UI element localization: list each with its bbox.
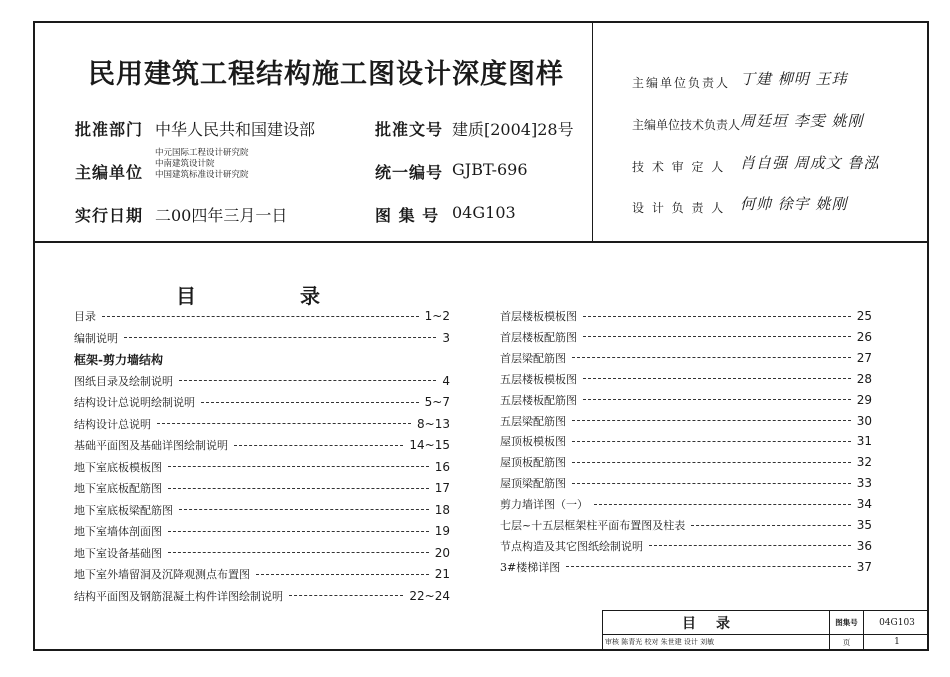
toc-entry-page: 35 xyxy=(856,518,872,532)
toc-entry-title: 结构设计总说明 xyxy=(74,417,151,431)
toc-leader-line xyxy=(124,337,436,338)
toc-entry xyxy=(74,414,450,434)
toc-entry xyxy=(500,473,872,493)
approval-dept-label: 批准部门 xyxy=(75,120,144,139)
resp-label-3: 技 术 审 定 人 xyxy=(632,160,726,174)
toc-entry-title: 屋顶板模板图 xyxy=(500,435,566,449)
editor-unit-1: 中元国际工程设计研究院 xyxy=(155,148,249,158)
toc-entry-page: 21 xyxy=(434,567,450,581)
toc-entry xyxy=(74,564,450,584)
toc-entry xyxy=(500,327,872,347)
atlas-no-label: 图 集 号 xyxy=(375,206,440,225)
toc-leader-line xyxy=(572,483,851,484)
toc-leader-line xyxy=(583,316,851,317)
unified-no-label: 统一编号 xyxy=(375,163,444,182)
toc-entry xyxy=(74,392,450,412)
toc-entry xyxy=(500,431,872,451)
signature-row-2: 周廷垣 李雯 姚刚 xyxy=(740,112,864,130)
approval-dept: 中华人民共和国建设部 xyxy=(155,120,316,139)
toc-entry xyxy=(500,348,872,368)
title-block-page-label: 页 xyxy=(829,635,863,649)
toc-entry-page: 34 xyxy=(856,497,872,512)
title-block-atlas-value: 04G103 xyxy=(863,611,930,634)
toc-leader-line xyxy=(157,423,411,424)
signature-row-4: 何帅 徐宇 姚刚 xyxy=(740,195,848,213)
toc-title-right: 录 xyxy=(300,284,320,308)
toc-leader-line xyxy=(102,316,419,317)
toc-leader-line xyxy=(566,566,851,567)
toc-entry xyxy=(74,349,450,369)
approval-doc: 建质[2004]28号 xyxy=(452,120,574,139)
toc-leader-line xyxy=(583,399,851,400)
toc-entry-title: 目录 xyxy=(74,310,96,323)
toc-entry-page: 16 xyxy=(434,459,450,474)
toc-entry xyxy=(74,586,450,606)
toc-entry-title: 框架-剪力墙结构 xyxy=(74,352,163,367)
toc-entry xyxy=(74,478,450,498)
toc-entry-page: 1~2 xyxy=(424,309,450,323)
toc-entry-title: 屋顶板配筋图 xyxy=(500,456,566,470)
toc-leader-line xyxy=(572,441,851,442)
toc-entry xyxy=(500,369,872,389)
toc-entry-title: 地下室底板配筋图 xyxy=(74,482,162,495)
toc-entry xyxy=(500,390,872,410)
toc-entry xyxy=(500,306,872,326)
toc-entry xyxy=(74,457,450,477)
toc-entry xyxy=(500,411,872,431)
toc-title-left: 目 xyxy=(176,284,196,308)
signature-row-3: 肖自强 周成文 鲁泓 xyxy=(740,154,880,172)
toc-entry-page: 19 xyxy=(434,524,450,538)
toc-entry-title: 七层~十五层框架柱平面布置图及柱表 xyxy=(500,519,686,532)
toc-entry-page: 5~7 xyxy=(424,395,450,409)
toc-entry xyxy=(74,521,450,541)
toc-entry-title: 首层梁配筋图 xyxy=(500,351,566,365)
toc-leader-line xyxy=(234,445,403,446)
toc-leader-line xyxy=(179,380,436,381)
editor-unit-3: 中国建筑标准设计研究院 xyxy=(155,170,249,180)
toc-leader-line xyxy=(289,595,403,596)
toc-entry xyxy=(74,435,450,455)
toc-leader-line xyxy=(168,552,429,553)
toc-entry-title: 屋顶梁配筋图 xyxy=(500,477,566,491)
unified-no: GJBT-696 xyxy=(452,160,528,179)
toc-entry-title: 图纸目录及绘制说明 xyxy=(74,374,173,388)
toc-entry-page: 3 xyxy=(442,330,450,345)
toc-entry xyxy=(500,494,872,514)
toc-entry-title: 编制说明 xyxy=(74,331,118,345)
header-vertical-divider xyxy=(592,21,593,242)
signature-row-1: 丁建 柳明 王玮 xyxy=(740,70,848,88)
title-block xyxy=(602,610,929,650)
toc-entry-page: 18 xyxy=(434,502,450,517)
toc-leader-line xyxy=(201,402,419,403)
toc-leader-line xyxy=(583,336,851,337)
toc-entry-page: 17 xyxy=(434,481,450,495)
toc-leader-line xyxy=(594,504,851,505)
toc-entry xyxy=(500,536,872,556)
editor-unit-label: 主编单位 xyxy=(75,163,144,182)
toc-entry xyxy=(74,328,450,348)
toc-leader-line xyxy=(572,357,851,358)
title-block-review-row xyxy=(603,635,929,649)
toc-entry-title: 地下室墙体剖面图 xyxy=(74,525,162,538)
toc-entry-title: 剪力墙详图（一） xyxy=(500,498,588,512)
toc-entry-title: 首层楼板配筋图 xyxy=(500,330,577,344)
toc-entry-page: 28 xyxy=(856,371,872,386)
title-block-atlas-label: 图集号 xyxy=(829,611,863,634)
title-block-page-value: 1 xyxy=(863,635,930,649)
effective-date-label: 实行日期 xyxy=(75,206,144,225)
toc-leader-line xyxy=(168,488,429,489)
toc-entry xyxy=(500,515,872,535)
toc-entry-title: 结构平面图及钢筋混凝土构件详图绘制说明 xyxy=(74,589,283,603)
toc-entry-title: 基础平面图及基础详图绘制说明 xyxy=(74,439,228,452)
atlas-no: 04G103 xyxy=(452,203,516,222)
toc-entry xyxy=(74,500,450,520)
title-block-name: 目录 xyxy=(682,616,750,632)
toc-entry-page: 4 xyxy=(442,373,450,388)
toc-leader-line xyxy=(256,574,429,575)
resp-label-4: 设 计 负 责 人 xyxy=(632,201,726,215)
toc-entry-title: 地下室外墙留洞及沉降观测点布置图 xyxy=(74,568,250,581)
toc-entry-page: 36 xyxy=(856,538,872,553)
resp-label-2: 主编单位技术负责人 xyxy=(632,118,741,132)
toc-entry-title: 节点构造及其它图纸绘制说明 xyxy=(500,539,643,553)
toc-leader-line xyxy=(168,531,429,532)
toc-entry-page: 20 xyxy=(434,545,450,560)
toc-leader-line xyxy=(583,378,851,379)
toc-entry-page: 33 xyxy=(856,476,872,491)
toc-entry-page: 22~24 xyxy=(409,588,450,603)
toc-entry-title: 地下室设备基础图 xyxy=(74,546,162,560)
toc-leader-line xyxy=(649,545,851,546)
resp-label-1: 主编单位负责人 xyxy=(632,76,731,90)
toc-entry-title: 首层楼板模板图 xyxy=(500,310,577,323)
toc-entry-page: 8~13 xyxy=(417,416,450,431)
toc-entry-title: 3#楼梯详图 xyxy=(500,560,561,574)
header-divider xyxy=(33,241,929,243)
toc-entry xyxy=(74,371,450,391)
toc-entry-title: 五层楼板模板图 xyxy=(500,372,577,386)
toc-entry-title: 结构设计总说明绘制说明 xyxy=(74,396,195,409)
toc-entry-title: 五层梁配筋图 xyxy=(500,414,566,428)
toc-leader-line xyxy=(179,509,429,510)
toc-entry-page: 25 xyxy=(856,309,872,323)
toc-entry-page: 37 xyxy=(856,559,872,574)
atlas-title: 民用建筑工程结构施工图设计深度图样 xyxy=(88,59,564,90)
toc-entry-page: 14~15 xyxy=(409,438,450,452)
toc-entry-title: 五层楼板配筋图 xyxy=(500,393,577,407)
toc-entry-page: 32 xyxy=(856,455,872,470)
toc-entry-title: 地下室底板模板图 xyxy=(74,460,162,474)
toc-entry-page: 26 xyxy=(856,329,872,344)
toc-leader-line xyxy=(572,420,851,421)
effective-date: 二00四年三月一日 xyxy=(155,206,288,225)
toc-entry-page: 30 xyxy=(856,413,872,428)
toc-entry-page: 31 xyxy=(856,434,872,449)
editor-unit-2: 中南建筑设计院 xyxy=(155,159,215,169)
toc-entry-page: 29 xyxy=(856,392,872,407)
toc-entry xyxy=(500,452,872,472)
approval-doc-label: 批准文号 xyxy=(375,120,444,139)
title-block-row xyxy=(603,611,929,635)
toc-leader-line xyxy=(572,462,851,463)
toc-entry-title: 地下室底板梁配筋图 xyxy=(74,503,173,517)
title-block-review: 审核 陈青光 校对 朱世建 设计 刘敏 xyxy=(605,638,715,646)
toc-entry xyxy=(74,306,450,326)
toc-entry-page: 27 xyxy=(856,350,872,365)
toc-entry xyxy=(74,543,450,563)
toc-leader-line xyxy=(691,525,851,526)
toc-entry xyxy=(500,557,872,577)
toc-leader-line xyxy=(168,466,429,467)
